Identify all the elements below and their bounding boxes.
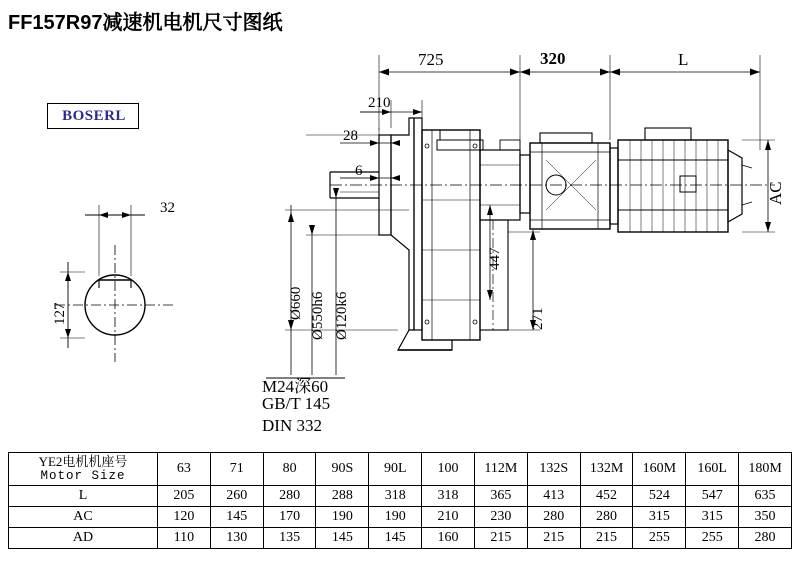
dim-447-label: 447 — [487, 247, 503, 270]
table-header-label — [9, 453, 158, 486]
table-cell: 260 — [210, 486, 263, 507]
table-cell: 452 — [580, 486, 633, 507]
logo-text: BOSERL — [62, 108, 126, 124]
table-cell: 255 — [686, 528, 739, 549]
top-dimension-lines — [340, 55, 760, 181]
table-header-cell: 90L — [369, 453, 422, 486]
table-cell: 135 — [263, 528, 316, 549]
table-cell: 170 — [263, 507, 316, 528]
motor-size-table — [8, 452, 792, 549]
gearbox-body — [330, 118, 775, 350]
note-din-label: DIN 332 — [262, 416, 322, 435]
table-cell: 547 — [686, 486, 739, 507]
table-cell: 350 — [739, 507, 792, 528]
table-cell: 120 — [158, 507, 211, 528]
table-header-cell: 80 — [263, 453, 316, 486]
table-row — [9, 528, 792, 549]
row-label: L — [9, 486, 158, 507]
table-header-cell: 63 — [158, 453, 211, 486]
dim-660-label: Ø660 — [288, 286, 304, 320]
table-cell: 230 — [474, 507, 527, 528]
table-cell: 318 — [422, 486, 475, 507]
table-header-cell: 160M — [633, 453, 686, 486]
table-cell: 280 — [739, 528, 792, 549]
dim-28-label: 28 — [343, 128, 358, 144]
dim-120k6-label: Ø120k6 — [334, 291, 350, 340]
left-end-view — [55, 205, 175, 362]
table-header-label-cn: YE2电机机座号 — [38, 454, 128, 469]
table-header-cell: 112M — [474, 453, 527, 486]
table-header-cell: 100 — [422, 453, 475, 486]
dim-271-label: 271 — [530, 307, 546, 330]
table-cell: 160 — [422, 528, 475, 549]
dim-127-label: 127 — [52, 302, 68, 325]
row-label: AC — [9, 507, 158, 528]
dim-L-top-label: L — [678, 50, 689, 69]
table-cell: 145 — [316, 528, 369, 549]
table-row — [9, 507, 792, 528]
table-cell: 145 — [369, 528, 422, 549]
dim-AC-label: AC — [766, 181, 785, 205]
table-cell: 280 — [263, 486, 316, 507]
table-header-cell: 160L — [686, 453, 739, 486]
table-cell: 288 — [316, 486, 369, 507]
dim-550h6-label: Ø550h6 — [310, 291, 326, 340]
dim-320-label: 320 — [540, 49, 566, 68]
table-cell: 315 — [686, 507, 739, 528]
table-cell: 280 — [527, 507, 580, 528]
table-cell: 205 — [158, 486, 211, 507]
motor-assembly — [520, 128, 752, 232]
table-header-cell: 90S — [316, 453, 369, 486]
table-header-label-en: Motor Size — [40, 469, 126, 483]
table-header-row — [9, 453, 792, 486]
note-gbt-label: GB/T 145 — [262, 394, 331, 413]
table-cell: 315 — [633, 507, 686, 528]
table-cell: 318 — [369, 486, 422, 507]
table-cell: 190 — [369, 507, 422, 528]
dim-210-label: 210 — [368, 95, 391, 111]
table-cell: 524 — [633, 486, 686, 507]
table-cell: 145 — [210, 507, 263, 528]
table-cell: 413 — [527, 486, 580, 507]
table-header-cell: 180M — [739, 453, 792, 486]
table-cell: 130 — [210, 528, 263, 549]
table-cell: 210 — [422, 507, 475, 528]
dim-32-label: 32 — [160, 200, 175, 216]
table-cell: 215 — [527, 528, 580, 549]
table-cell: 365 — [474, 486, 527, 507]
dim-6-label: 6 — [355, 163, 363, 179]
table-cell: 635 — [739, 486, 792, 507]
table-header-cell: 132S — [527, 453, 580, 486]
note-m24-label: M24深60 — [262, 377, 329, 396]
dim-725-label: 725 — [418, 50, 444, 69]
table-header-cell: 71 — [210, 453, 263, 486]
table-cell: 190 — [316, 507, 369, 528]
table-row — [9, 486, 792, 507]
page-title: FF157R97减速机电机尺寸图纸 — [8, 12, 283, 34]
row-label: AD — [9, 528, 158, 549]
table-cell: 280 — [580, 507, 633, 528]
table-cell: 255 — [633, 528, 686, 549]
table-cell: 110 — [158, 528, 211, 549]
table-cell: 215 — [474, 528, 527, 549]
table-cell: 215 — [580, 528, 633, 549]
table-header-cell: 132M — [580, 453, 633, 486]
